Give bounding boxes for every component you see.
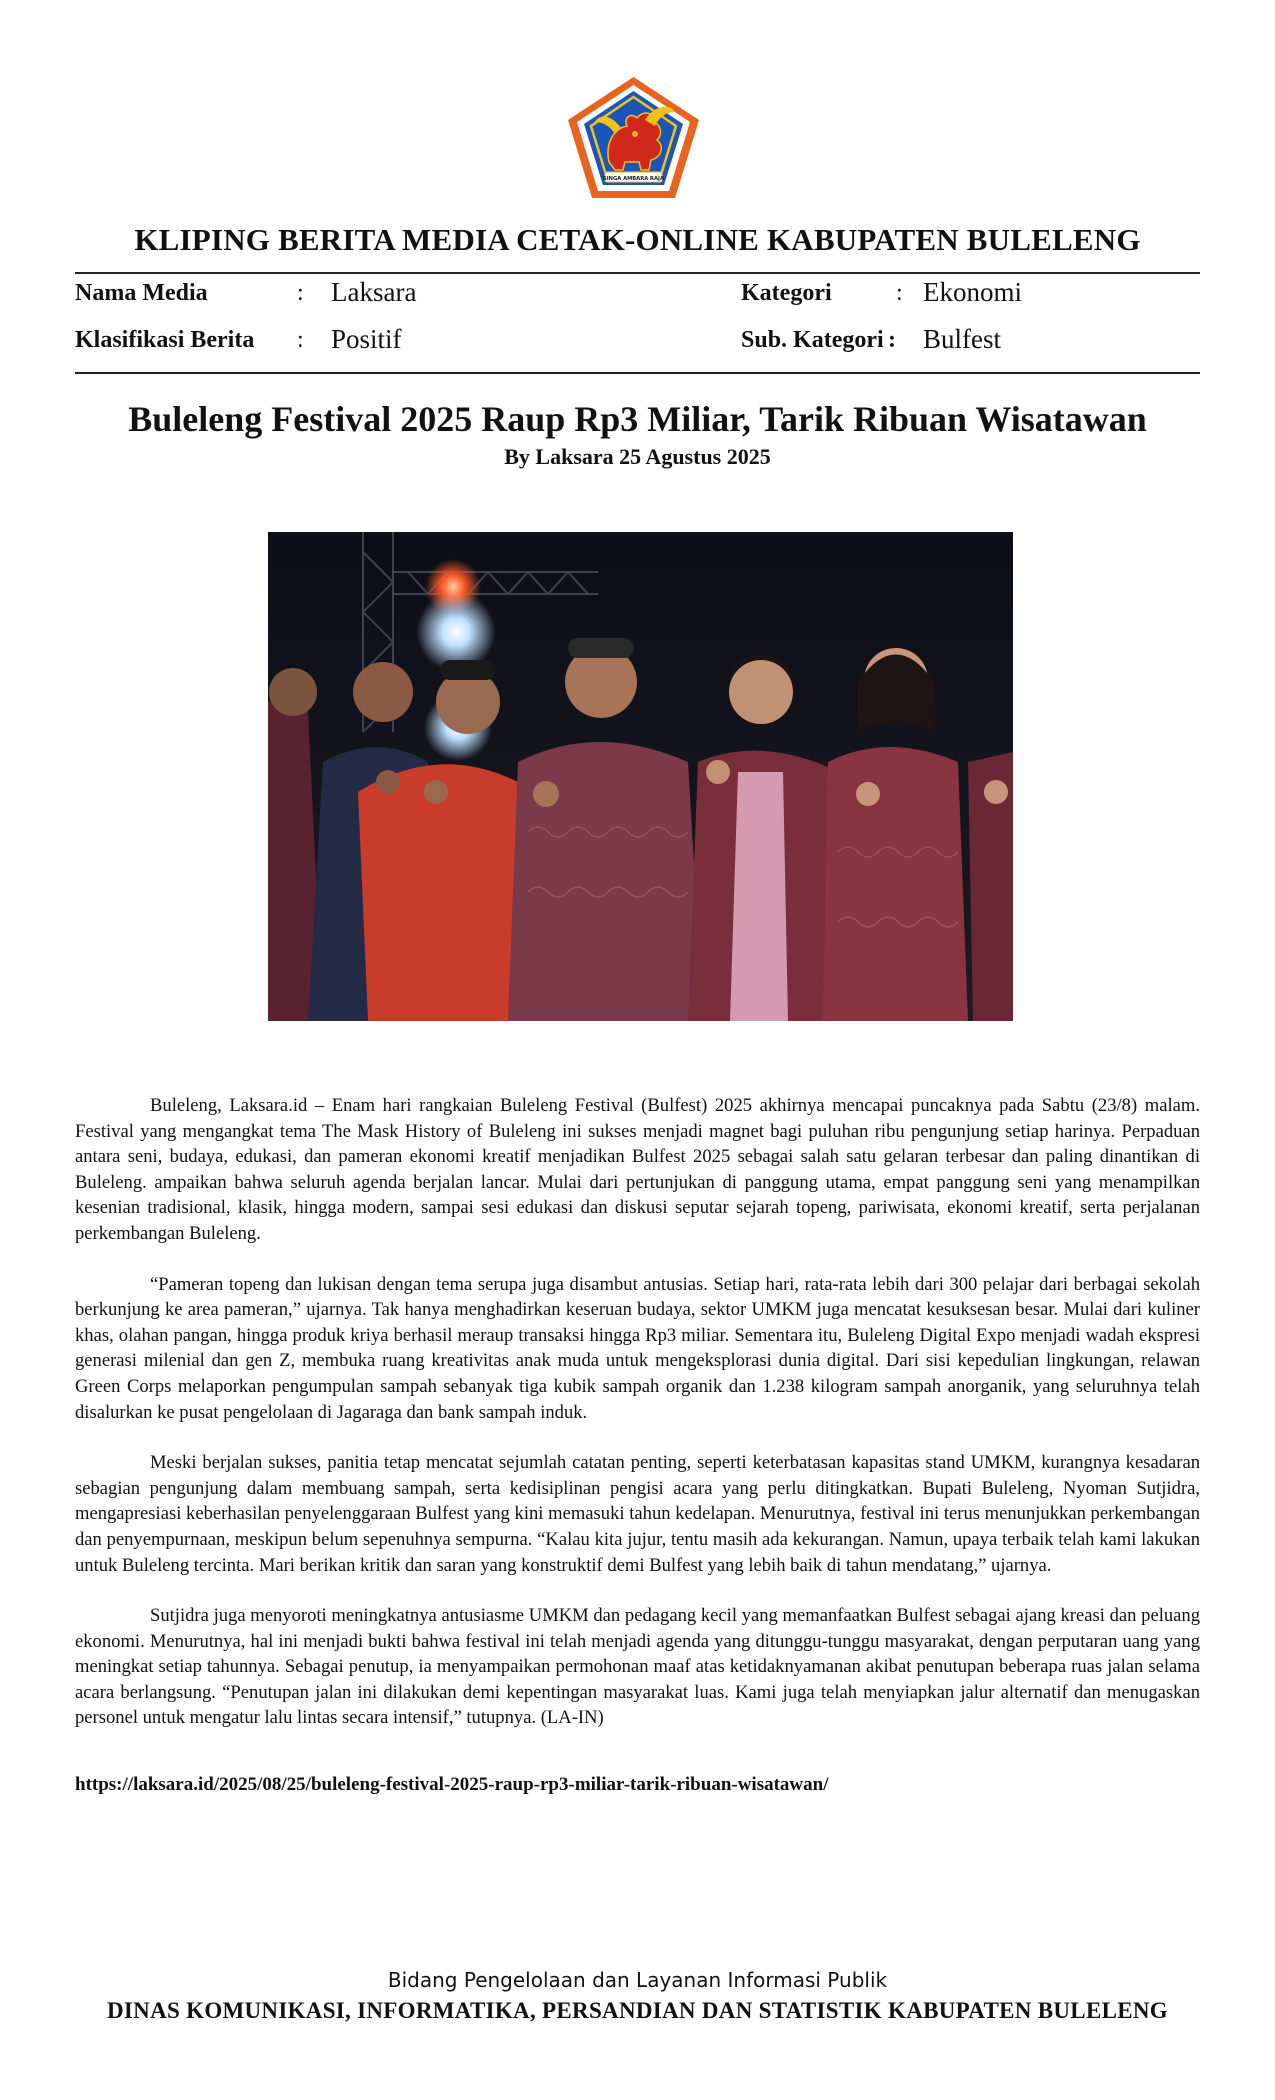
- nama-media-label: Nama Media: [75, 280, 208, 306]
- page-title: KLIPING BERITA MEDIA CETAK-ONLINE KABUPATEN BULELENG: [134, 222, 1141, 257]
- article-paragraph: “Pameran topeng dan lukisan dengan tema serupa juga disambut antusias. Setiap hari, rata-rata lebih dari 300 pelajar dari berbagai sekolah berkunjung ke area pameran,” ujarnya. Tak hanya menghadirkan keseruan budaya, sektor UMKM juga mencatat kesuksesan besar. Mulai dari kuliner khas, olahan pangan, hingga produk kriya berhasil meraup transaksi hingga Rp3 miliar. Sementara itu, Buleleng Digital Expo menjadi wadah ekspresi generasi milenial dan gen Z, membuka ruang kreativitas anak muda untuk mengeksplorasi dunia digital. Dari sisi kepedulian lingkungan, relawan Green Corps melaporkan pengumpulan sampah sebanyak tiga kubik sampah organik dan 1.238 kilogram sampah anorganik, yang seluruhnya telah disalurkan ke pusat pengelolaan di Jagaraga dan bank sampah induk.: [75, 1273, 1200, 1423]
- article-byline: By Laksara 25 Agustus 2025: [504, 444, 771, 469]
- meta-sub-kategori-value: [923, 324, 1001, 356]
- crest-motto: SINGA AMBARA RAJA: [602, 176, 665, 182]
- header-divider-bottom: [75, 372, 1200, 374]
- footer-agency: DINAS KOMUNIKASI, INFORMATIKA, PERSANDIAN DAN STATISTIK KABUPATEN BULELENG: [107, 1998, 1168, 2023]
- buleleng-regency-crest-icon: [565, 74, 702, 201]
- meta-nama-media-value: [331, 277, 416, 309]
- meta-colon: [297, 278, 304, 308]
- source-url-link[interactable]: https://laksara.id/2025/08/25/buleleng-festival-2025-raup-rp3-miliar-tarik-ribuan-wisatawan/: [75, 1774, 829, 1795]
- sub-kategori-label: Sub. Kategori: [741, 327, 884, 353]
- sub-kategori-value: Bulfest: [923, 324, 1001, 354]
- header-divider-top: [75, 272, 1200, 274]
- meta-klasifikasi: [75, 325, 254, 355]
- meta-kategori: [741, 278, 832, 308]
- meta-colon: [297, 325, 304, 355]
- meta-sub-kategori: [741, 325, 884, 355]
- article-paragraph: Buleleng, Laksara.id – Enam hari rangkaian Buleleng Festival (Bulfest) 2025 akhirnya mencapai puncaknya pada Sabtu (23/8) malam. Festival yang mengangkat tema The Mask History of Buleleng ini sukses menjadi magnet bagi puluhan ribu pengunjung setiap harinya. Perpaduan antara seni, budaya, edukasi, dan pameran ekonomi kreatif menjadikan Bulfest 2025 sebagai salah satu gelaran terbesar dan paling dinantikan di Buleleng. ampaikan bahwa seluruh agenda berjalan lancar. Mulai dari pertunjukan di panggung utama, empat panggung seni yang menampilkan kesenian tradisional, klasik, hingga modern, sampai sesi edukasi dan diskusi seputar sejarah topeng, pariwisata, ekonomi kreatif, serta perjalanan perkembangan Buleleng.: [75, 1095, 1200, 1244]
- meta-colon: [896, 278, 903, 308]
- colon: :: [297, 280, 304, 306]
- article-body: [75, 1093, 1200, 1756]
- meta-klasifikasi-value: [331, 324, 402, 356]
- meta-colon: [888, 325, 896, 355]
- colon: :: [896, 280, 903, 306]
- article-paragraph: Sutjidra juga menyoroti meningkatnya antusiasme UMKM dan pedagang kecil yang memanfaatkan Bulfest sebagai ajang kreasi dan peluang ekonomi. Menurutnya, hal ini menjadi bukti bahwa festival ini telah menjadi agenda yang ditunggu-tunggu masyarakat, dengan perputaran uang yang meningkat setiap tahunnya. Sebagai penutup, ia menyampaikan permohonan maaf atas ketidaknyamanan akibat penutupan beberapa ruas jalan selama acara berlangsung. “Penutupan jalan ini dilakukan demi kepentingan masyarakat luas. Kami juga telah menyiapkan jalur alternatif dan menugaskan personel untuk mengatur lalu lintas secara intensif,” tutupnya. (LA-IN): [75, 1605, 1200, 1729]
- festival-officials-group-photo: [268, 532, 1013, 1021]
- colon: :: [297, 327, 304, 353]
- footer-department: Bidang Pengelolaan dan Layanan Informasi Publik: [387, 1968, 888, 1992]
- nama-media-value: Laksara: [331, 277, 417, 307]
- colon: :: [888, 327, 896, 353]
- meta-nama-media: [75, 278, 208, 308]
- article-paragraph: Meski berjalan sukses, panitia tetap mencatat sejumlah catatan penting, seperti keterbatasan kapasitas stand UMKM, kurangnya kesadaran sebagian pengunjung dalam membuang sampah, serta kedisiplinan pengisi acara yang perlu ditingkatkan. Bupati Buleleng, Nyoman Sutjidra, mengapresiasi keberhasilan penyelenggaraan Bulfest yang kini memasuki tahun kedelapan. Menurutnya, festival ini terus menunjukkan perkembangan dan penyempurnaan, meskipun belum sepenuhnya sempurna. “Kalau kita jujur, tentu masih ada kekurangan. Namun, upaya terbaik telah kami lakukan untuk Buleleng tercinta. Mari berikan kritik dan saran yang konstruktif demi Bulfest yang lebih baik di tahun mendatang,” ujarnya.: [75, 1452, 1200, 1576]
- article-title: Buleleng Festival 2025 Raup Rp3 Miliar, Tarik Ribuan Wisatawan: [128, 399, 1147, 439]
- klasifikasi-label: Klasifikasi Berita: [75, 327, 255, 353]
- kategori-value: Ekonomi: [923, 277, 1022, 307]
- kategori-label: Kategori: [741, 280, 832, 306]
- klasifikasi-value: Positif: [331, 324, 402, 354]
- meta-kategori-value: [923, 277, 1022, 309]
